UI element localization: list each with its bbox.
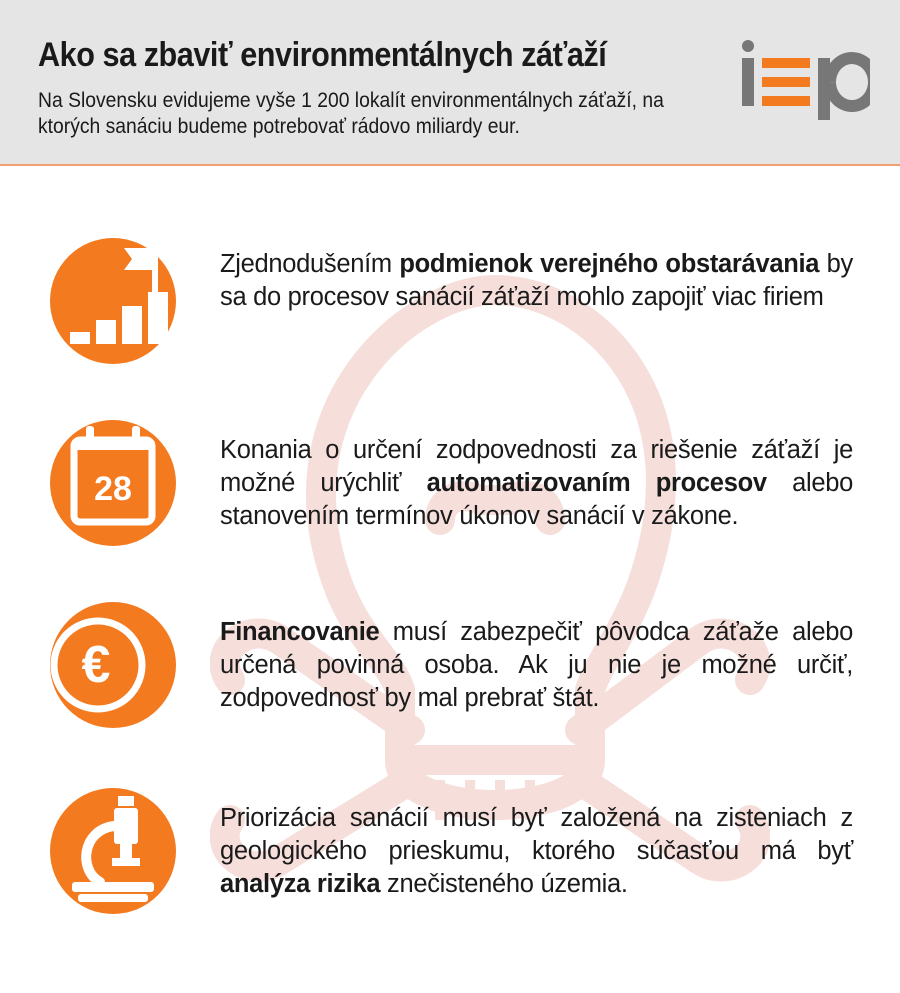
svg-text:€: € [81,636,111,694]
iep-logo [740,40,870,120]
item-text: Priorizácia sanácií musí byť založená na zisteniach z geologického prieskumu, ktorého súčasťou má byť analýza rizika znečisteného územia. [220,804,853,898]
item-text: Zjednodušením podmienok verejného obstarávania by sa do procesov sanácií záťaží mohlo zapojiť viac firiem [220,250,853,311]
page-title: Ako sa zbaviť environmentálnych záťaží [38,36,607,74]
calendar-icon [48,418,178,548]
header [0,0,900,166]
growth-chart-flag-icon [48,236,178,366]
svg-text:28: 28 [94,470,132,508]
item-text: Konania o určení zodpovednosti za riešenie záťaží je možné urýchliť automatizovaním procesov alebo stanovením termínov úkonov sanácií v zákone. [220,436,853,530]
microscope-icon [48,786,178,916]
page-subtitle: Na Slovensku evidujeme vyše 1 200 lokalít environmentálnych záťaží, na ktorých sanáciu budeme potrebovať rádovo miliardy eur. [38,89,664,138]
item-text: Financovanie musí zabezpečiť pôvodca záťaže alebo určená povinná osoba. Ak ju nie je možné určiť, zodpovednosť by mal prebrať štát. [220,618,853,712]
euro-coin-icon [48,600,178,730]
